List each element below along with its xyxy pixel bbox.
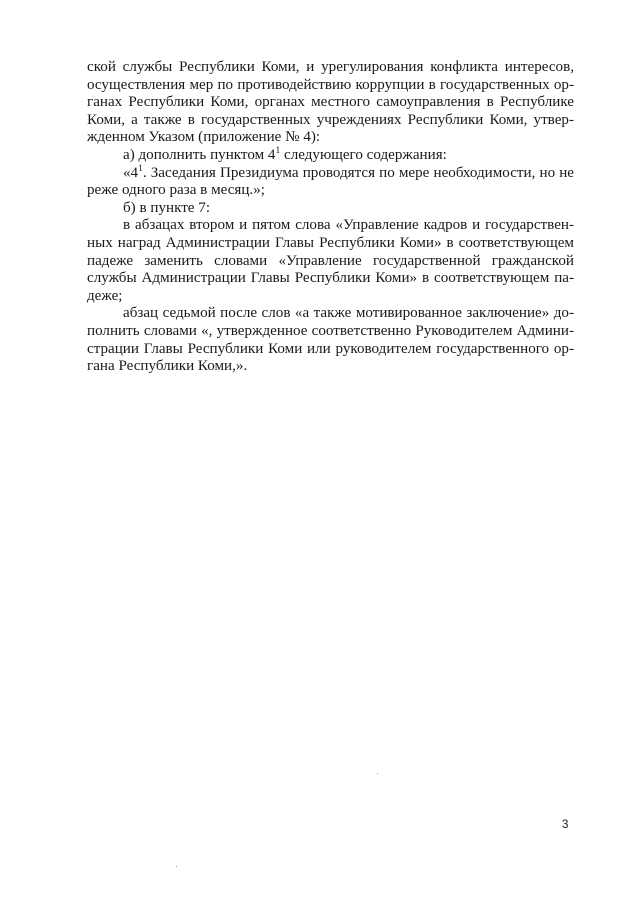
text-line: ных наград Администрации Главы Республики Коми» в соответствующем: [87, 234, 574, 251]
scan-speck: [377, 773, 378, 774]
text-fragment: «4: [123, 164, 139, 181]
text-line: ганах Республики Коми, органах местного самоуправления в Республике: [87, 94, 574, 111]
text-fragment: . Заседания Президиума проводятся по мере необходимости, но не: [142, 164, 574, 181]
text-line: службы Администрации Главы Республики Коми» в соответствующем па-: [87, 270, 574, 287]
text-line: ской службы Республики Коми, и урегулирования конфликта интересов,: [87, 59, 574, 75]
text-line: осуществления мер по противодействию коррупции в государственных ор-: [87, 76, 574, 93]
text-line: падеже заменить словами «Управление государственной гражданской: [87, 252, 574, 269]
page-number: 3: [562, 819, 569, 831]
paragraph-b-line: б) в пункте 7:: [123, 199, 211, 216]
text-fragment: а) дополнить пунктом 4: [123, 146, 276, 163]
text-line: полнить словами «, утвержденное соответственно Руководителем Админи-: [87, 322, 574, 339]
text-line: в абзацах втором и пятом слова «Управление кадров и государствен-: [123, 217, 574, 234]
text-line: гана Республики Коми,».: [87, 358, 248, 375]
text-line: жденном Указом (приложение № 4):: [87, 129, 321, 146]
text-line: Коми, а также в государственных учреждениях Республики Коми, утвер-: [87, 111, 574, 128]
superscript: 1: [275, 145, 281, 156]
paragraph-a-line: [87, 147, 574, 165]
scan-speck: [176, 866, 177, 867]
quoted-item-line: [87, 165, 574, 183]
superscript: 1: [138, 163, 143, 174]
text-line: страции Главы Республики Коми или руководителем государственного ор-: [87, 340, 574, 357]
body-text: [87, 59, 574, 376]
text-line: деже;: [87, 287, 123, 304]
text-fragment: следующего содержания:: [280, 146, 447, 163]
text-line: абзац седьмой после слов «а также мотивированное заключение» до-: [123, 305, 574, 322]
text-line: реже одного раза в месяц.»;: [87, 182, 265, 199]
